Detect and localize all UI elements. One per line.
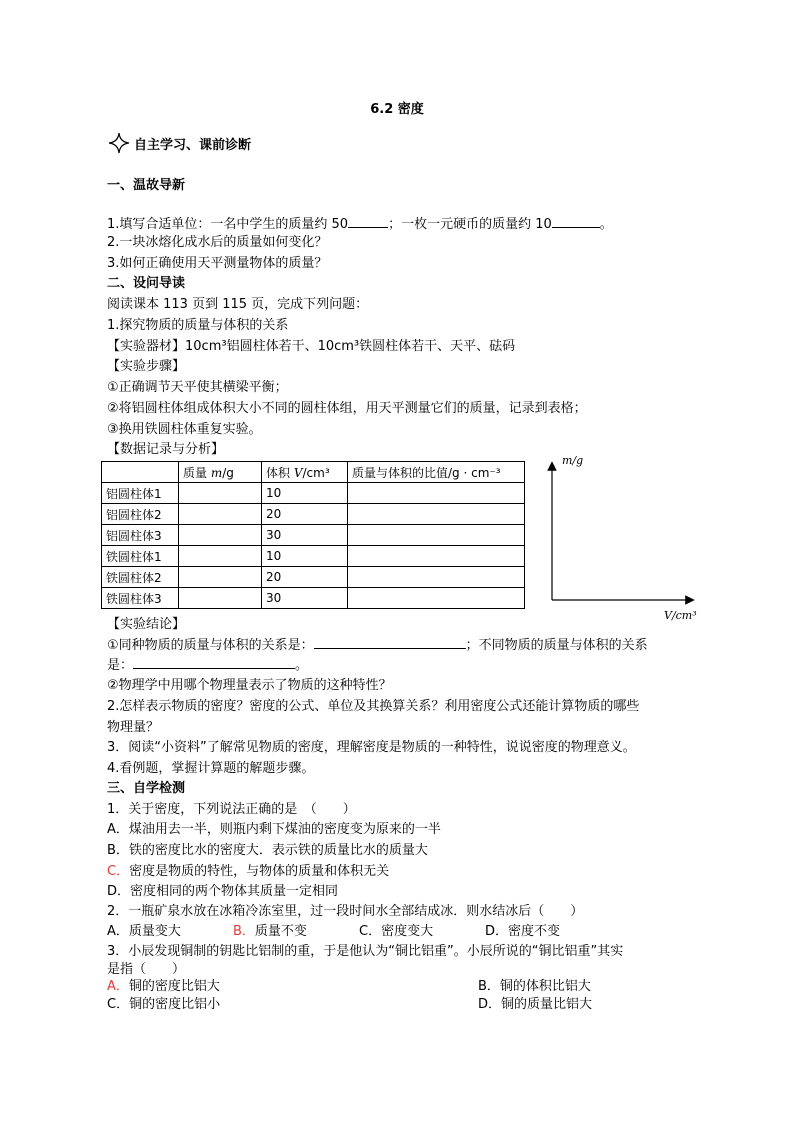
part2-item-4: 4.看例题，掌握计算题的解题步骤。 <box>107 761 315 776</box>
answer-blank[interactable] <box>133 656 295 669</box>
table-cell: 10 <box>262 546 348 567</box>
table-cell: 铁圆柱体3 <box>102 588 179 609</box>
step-2: ②将铝圆柱体组成体积大小不同的圆柱体组，用天平测量它们的质量，记录到表格； <box>107 401 587 416</box>
q1-option-c[interactable]: C．密度是物质的特性，与物体的质量和体积无关 <box>107 864 390 879</box>
q3-option-b[interactable]: B．铜的体积比铝大 <box>478 979 591 994</box>
table-header-cell <box>102 462 179 483</box>
table-cell: 铝圆柱体3 <box>102 525 179 546</box>
conclusion-1: ①同种物质的质量与体积的关系是： ；不同物质的质量与体积的关系 <box>107 638 648 653</box>
part2-item-3: 3．阅读“小资料”了解常见物质的密度，理解密度是物质的一种特性，说说密度的物理意义。 <box>107 740 636 755</box>
q2-option-a[interactable]: A．质量变大 <box>107 924 181 939</box>
table-row <box>102 525 525 546</box>
table-row <box>102 504 525 525</box>
part1-heading: 一、温故导新 <box>107 178 186 193</box>
table-cell: 铁圆柱体2 <box>102 567 179 588</box>
part1-question-1: 1.填写合适单位：一名中学生的质量约 50 ；一枚一元硬币的质量约 10 。 <box>107 217 613 232</box>
table-row <box>102 546 525 567</box>
table-cell[interactable] <box>179 567 262 588</box>
table-cell[interactable] <box>348 546 525 567</box>
q2-option-c[interactable]: C．密度变大 <box>359 924 434 939</box>
answer-blank[interactable] <box>552 215 600 228</box>
materials-line: 【实验器材】10cm³铝圆柱体若干、10cm³铁圆柱体若干、天平、砝码 <box>107 339 516 354</box>
part2-item-1: 1.探究物质的质量与体积的关系 <box>107 318 289 333</box>
step-3: ③换用铁圆柱体重复实验。 <box>107 422 262 437</box>
part1-question-2: 2.一块冰熔化成水后的质量如何变化？ <box>107 235 328 250</box>
q3-option-a[interactable]: A．铜的密度比铝大 <box>107 979 220 994</box>
table-cell[interactable] <box>179 546 262 567</box>
data-table <box>101 461 525 609</box>
quiz-question-2: 2．一瓶矿泉水放在冰箱冷冻室里，过一段时间水全部结成冰．则水结冰后（ ） <box>107 904 584 919</box>
conclusion-heading: 【实验结论】 <box>107 617 186 632</box>
table-cell[interactable] <box>348 567 525 588</box>
table-cell[interactable] <box>348 504 525 525</box>
table-cell[interactable] <box>179 483 262 504</box>
part2-intro: 阅读课本 113 页到 115 页，完成下列问题： <box>107 297 369 312</box>
answer-blank[interactable] <box>348 215 388 228</box>
q3-option-d[interactable]: D．铜的质量比铝大 <box>478 997 593 1012</box>
table-cell: 铁圆柱体1 <box>102 546 179 567</box>
data-heading: 【数据记录与分析】 <box>107 442 225 457</box>
table-header-cell: 质量与体积的比值/g · cm⁻³ <box>348 462 525 483</box>
quiz-question-3: 3．小辰发现铜制的钥匙比铝制的重，于是他认为“铜比铝重”。小辰所说的“铜比铝重”其实 <box>107 944 624 959</box>
table-cell: 30 <box>262 525 348 546</box>
table-header-cell: 体积 V/cm³ <box>262 462 348 483</box>
table-cell[interactable] <box>179 504 262 525</box>
table-row <box>102 483 525 504</box>
part2-item-2-cont: 物理量？ <box>107 720 160 735</box>
mass-volume-graph[interactable] <box>540 452 700 624</box>
table-cell: 铝圆柱体2 <box>102 504 179 525</box>
section-heading-self-study: 自主学习、课前诊断 <box>134 138 252 153</box>
table-cell[interactable] <box>348 483 525 504</box>
graph-y-label: m/g <box>562 454 584 467</box>
table-row <box>102 588 525 609</box>
table-cell: 30 <box>262 588 348 609</box>
table-cell[interactable] <box>179 588 262 609</box>
four-point-star-icon <box>108 132 130 154</box>
table-cell[interactable] <box>348 525 525 546</box>
step-1: ①正确调节天平使其横梁平衡； <box>107 380 288 395</box>
table-cell: 10 <box>262 483 348 504</box>
q1-option-a[interactable]: A．煤油用去一半，则瓶内剩下煤油的密度变为原来的一半 <box>107 822 441 837</box>
table-row <box>102 567 525 588</box>
table-header-cell: 质量 m/g <box>179 462 262 483</box>
conclusion-2: ②物理学中用哪个物理量表示了物质的这种特性？ <box>107 678 392 693</box>
q2-option-b[interactable]: B．质量不变 <box>233 924 307 939</box>
table-cell: 铝圆柱体1 <box>102 483 179 504</box>
steps-heading: 【实验步骤】 <box>107 359 186 374</box>
q2-option-d[interactable]: D．密度不变 <box>485 924 561 939</box>
table-cell: 20 <box>262 567 348 588</box>
q1-option-d[interactable]: D．密度相同的两个物体其质量一定相同 <box>107 884 339 899</box>
q1-option-b[interactable]: B．铁的密度比水的密度大．表示铁的质量比水的质量大 <box>107 843 428 858</box>
quiz-question-3-cont: 是指（ ） <box>107 962 186 977</box>
answer-blank[interactable] <box>314 636 466 649</box>
table-cell: 20 <box>262 504 348 525</box>
part2-heading: 二、设问导读 <box>107 276 186 291</box>
graph-x-label: V/cm³ <box>664 609 697 622</box>
table-cell[interactable] <box>348 588 525 609</box>
quiz-question-1: 1．关于密度，下列说法正确的是 （ ） <box>107 802 356 817</box>
part3-heading: 三、自学检测 <box>107 781 186 796</box>
conclusion-1-cont: 是： 。 <box>107 658 309 673</box>
part2-item-2: 2.怎样表示物质的密度？密度的公式、单位及其换算关系？利用密度公式还能计算物质的哪些 <box>107 699 640 714</box>
table-cell[interactable] <box>179 525 262 546</box>
page-title: 6.2 密度 <box>370 102 424 117</box>
q3-option-c[interactable]: C．铜的密度比铝小 <box>107 997 221 1012</box>
part1-question-3: 3.如何正确使用天平测量物体的质量？ <box>107 256 328 271</box>
table-header-row <box>102 462 525 483</box>
